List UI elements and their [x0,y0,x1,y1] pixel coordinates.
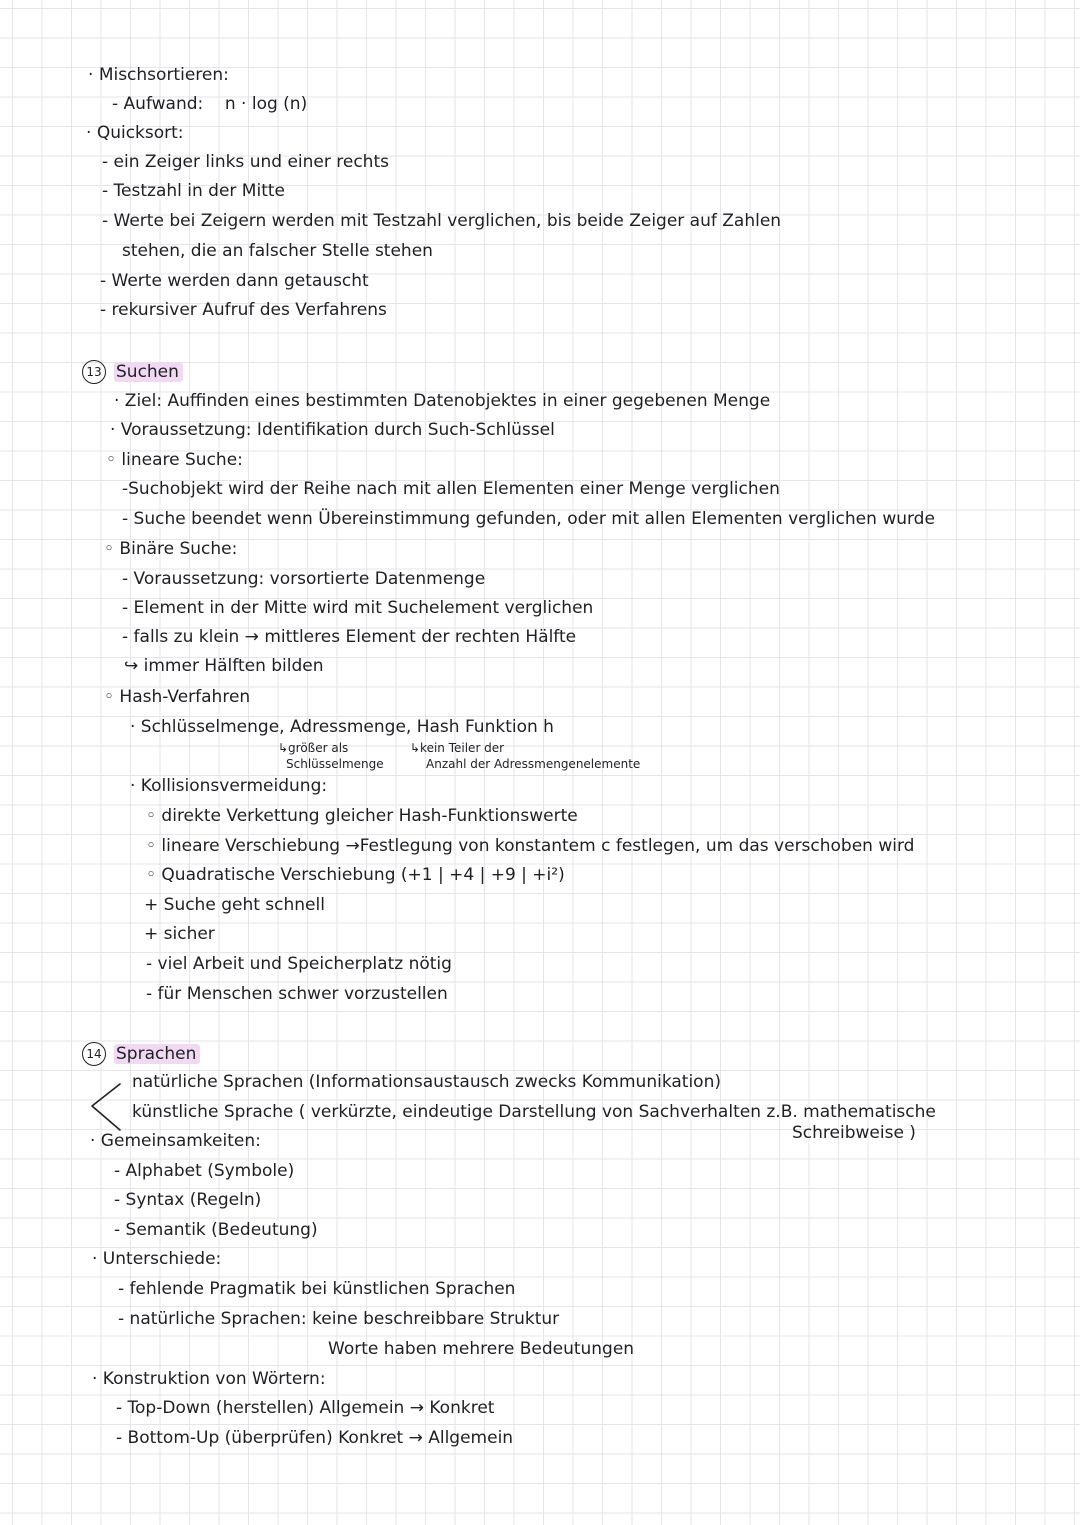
quicksort-item: - Werte werden dann getauscht [100,271,369,291]
hash-title: ◦ Hash-Verfahren [104,687,251,707]
natural-language: natürliche Sprachen (Informationsaustausch zwecks Kommunikation) [132,1072,721,1092]
binary-search-item: - Voraussetzung: vorsortierte Datenmenge [122,569,486,589]
hash-con: - viel Arbeit und Speicherplatz nötig [146,954,452,974]
quicksort-item: - ein Zeiger links und einer rechts [102,152,389,172]
hash-note: ↳größer als [278,741,349,755]
linear-search-title: ◦ lineare Suche: [106,450,243,470]
hash-note: ↳kein Teiler der [410,741,505,755]
hash-con: - für Menschen schwer vorzustellen [146,984,448,1004]
collision-item: ◦ direkte Verkettung gleicher Hash-Funktionswerte [146,806,578,826]
common-item: - Syntax (Regeln) [114,1190,262,1210]
difference-item: - fehlende Pragmatik bei künstlichen Sprachen [118,1279,516,1299]
collision-item: ◦ lineare Verschiebung →Festlegung von konstantem c festlegen, um das verschoben wird [146,836,915,856]
quicksort-item: stehen, die an falscher Stelle stehen [122,241,433,261]
binary-search-title: ◦ Binäre Suche: [104,539,238,559]
construction-item: - Top-Down (herstellen) Allgemein → Konkret [116,1398,495,1418]
common-item: - Alphabet (Symbole) [114,1161,295,1181]
collision-item: ◦ Quadratische Verschiebung (+1 | +4 | +9 | +i²) [146,865,565,885]
binary-search-item: - falls zu klein → mittleres Element der rechten Hälfte [122,627,577,647]
difference-item-cont: Worte haben mehrere Bedeutungen [328,1339,635,1359]
section-14-heading [82,1042,200,1066]
hash-pro: + Suche geht schnell [144,895,325,915]
differences-title: · Unterschiede: [92,1249,222,1269]
construction-title: · Konstruktion von Wörtern: [92,1369,326,1389]
section-title: Sprachen [114,1044,200,1064]
section-title: Suchen [114,362,183,382]
branch-bracket-icon [86,1078,126,1138]
search-prerequisite: · Voraussetzung: Identifikation durch Such-Schlüssel [110,420,555,440]
difference-item: - natürliche Sprachen: keine beschreibbare Struktur [118,1309,560,1329]
merge-sort-cost: - Aufwand: n · log (n) [112,94,308,114]
linear-search-item: - Suche beendet wenn Übereinstimmung gefunden, oder mit allen Elementen verglichen wurde [122,509,935,529]
construction-item: - Bottom-Up (überprüfen) Konkret → Allgemein [116,1428,514,1448]
hash-note: Anzahl der Adressmengenelemente [426,757,641,771]
artificial-language-cont: Schreibweise ) [792,1123,916,1143]
quicksort-title: · Quicksort: [86,123,184,143]
hash-pro: + sicher [144,924,215,944]
quicksort-item: - rekursiver Aufruf des Verfahrens [100,300,387,320]
binary-search-item: - Element in der Mitte wird mit Suchelement verglichen [122,598,594,618]
quicksort-item: - Testzahl in der Mitte [102,181,285,201]
linear-search-item: -Suchobjekt wird der Reihe nach mit allen Elementen einer Menge verglichen [122,479,780,499]
common-title: · Gemeinsamkeiten: [90,1131,261,1151]
hash-note: Schlüsselmenge [286,757,384,771]
quicksort-item: - Werte bei Zeigern werden mit Testzahl verglichen, bis beide Zeiger auf Zahlen [102,211,782,231]
section-13-heading [82,360,183,384]
merge-sort-title: · Mischsortieren: [88,65,229,85]
common-item: - Semantik (Bedeutung) [114,1220,318,1240]
artificial-language: künstliche Sprache ( verkürzte, eindeutige Darstellung von Sachverhalten z.B. mathematische [132,1102,936,1122]
search-goal: · Ziel: Auffinden eines bestimmten Datenobjektes in einer gegebenen Menge [114,391,771,411]
collision-title: · Kollisionsvermeidung: [130,776,328,796]
binary-search-item: ↪ immer Hälften bilden [124,656,324,676]
hash-keys: · Schlüsselmenge, Adressmenge, Hash Funktion h [130,717,554,737]
section-number: 13 [82,360,106,384]
section-number: 14 [82,1042,106,1066]
